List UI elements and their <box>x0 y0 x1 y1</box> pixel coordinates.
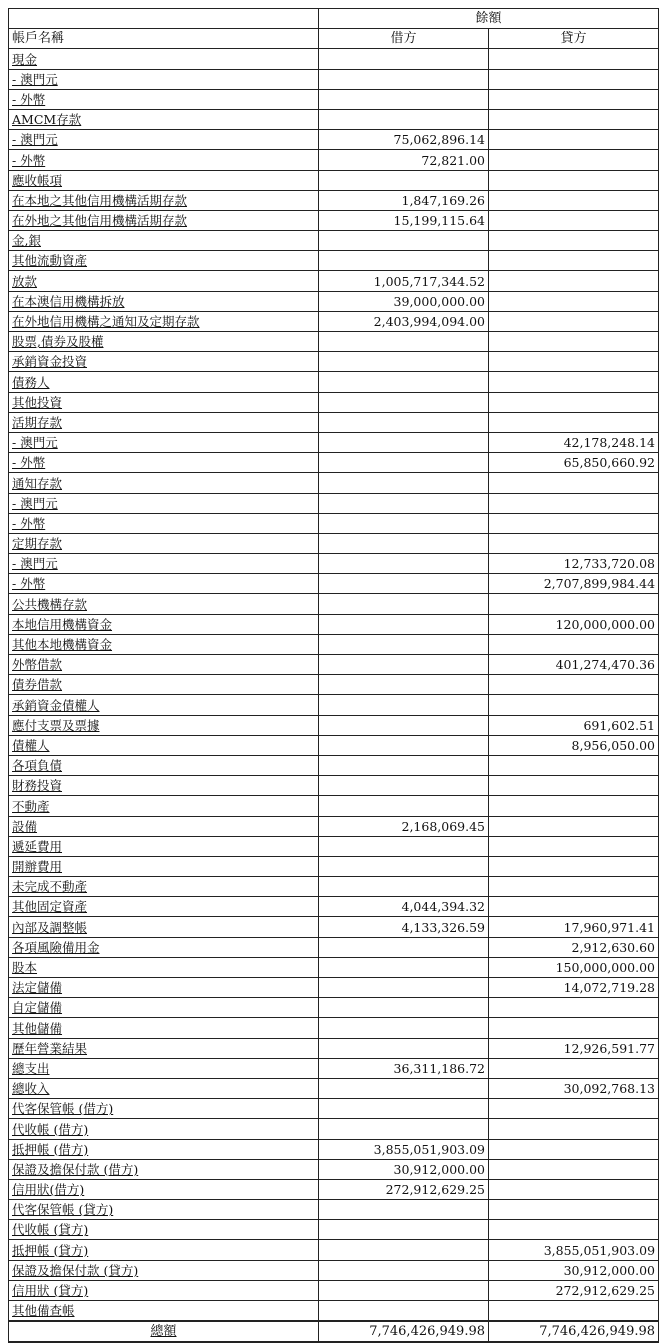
debit-cell <box>319 776 489 796</box>
header-account-name: 帳戶名稱 <box>9 29 319 49</box>
account-name-cell: 抵押帳 (借方) <box>9 1139 319 1159</box>
credit-cell <box>489 210 659 230</box>
credit-cell <box>489 291 659 311</box>
table-row <box>9 89 659 109</box>
account-name-cell: 外幣借款 <box>9 655 319 675</box>
debit-cell <box>319 1240 489 1260</box>
debit-cell: 30,912,000.00 <box>319 1159 489 1179</box>
account-name-cell: 債權人 <box>9 735 319 755</box>
debit-cell <box>319 1301 489 1322</box>
credit-cell <box>489 1301 659 1322</box>
debit-cell <box>319 372 489 392</box>
credit-cell <box>489 1200 659 1220</box>
debit-cell <box>319 1220 489 1240</box>
account-name-cell: 承銷資金債權人 <box>9 695 319 715</box>
debit-cell: 4,133,326.59 <box>319 917 489 937</box>
credit-cell <box>489 836 659 856</box>
account-name-cell: 信用狀(借方) <box>9 1179 319 1199</box>
table-row <box>9 170 659 190</box>
table-row <box>9 1179 659 1199</box>
debit-cell <box>319 614 489 634</box>
table-row <box>9 473 659 493</box>
debit-cell <box>319 473 489 493</box>
credit-cell <box>489 170 659 190</box>
account-name-cell: 總支出 <box>9 1058 319 1078</box>
table-row <box>9 614 659 634</box>
debit-cell <box>319 1078 489 1098</box>
debit-cell <box>319 109 489 129</box>
debit-cell <box>319 1200 489 1220</box>
credit-cell <box>489 594 659 614</box>
credit-cell: 30,912,000.00 <box>489 1260 659 1280</box>
credit-cell <box>489 816 659 836</box>
debit-cell <box>319 755 489 775</box>
account-name-cell: 法定儲備 <box>9 978 319 998</box>
debit-cell <box>319 655 489 675</box>
credit-cell <box>489 1179 659 1199</box>
debit-cell <box>319 856 489 876</box>
credit-cell <box>489 231 659 251</box>
table-row <box>9 1200 659 1220</box>
account-name-cell: 信用狀 (貸方) <box>9 1280 319 1300</box>
debit-cell <box>319 89 489 109</box>
account-name-cell: 代客保管帳 (借方) <box>9 1099 319 1119</box>
table-row <box>9 1058 659 1078</box>
account-name-cell: - 外幣 <box>9 453 319 473</box>
debit-cell <box>319 1260 489 1280</box>
credit-cell <box>489 897 659 917</box>
credit-cell <box>489 493 659 513</box>
table-row <box>9 332 659 352</box>
table-row <box>9 372 659 392</box>
credit-cell: 12,733,720.08 <box>489 554 659 574</box>
account-name-cell: AMCM存款 <box>9 109 319 129</box>
credit-cell: 30,092,768.13 <box>489 1078 659 1098</box>
credit-cell <box>489 675 659 695</box>
credit-cell <box>489 332 659 352</box>
table-row <box>9 513 659 533</box>
account-name-cell: 代收帳 (借方) <box>9 1119 319 1139</box>
credit-cell <box>489 412 659 432</box>
table-row <box>9 957 659 977</box>
account-name-cell: 定期存款 <box>9 533 319 553</box>
credit-cell: 120,000,000.00 <box>489 614 659 634</box>
table-row <box>9 311 659 331</box>
table-row <box>9 231 659 251</box>
table-row <box>9 69 659 89</box>
table-row <box>9 1280 659 1300</box>
table-row <box>9 432 659 452</box>
credit-cell: 401,274,470.36 <box>489 655 659 675</box>
table-row <box>9 634 659 654</box>
credit-cell <box>489 1018 659 1038</box>
table-row <box>9 675 659 695</box>
account-name-cell: 公共機構存款 <box>9 594 319 614</box>
table-row <box>9 594 659 614</box>
debit-cell <box>319 574 489 594</box>
debit-cell <box>319 493 489 513</box>
debit-cell <box>319 1018 489 1038</box>
credit-cell: 272,912,629.25 <box>489 1280 659 1300</box>
account-name-cell: 應付支票及票據 <box>9 715 319 735</box>
account-name-cell: 未完成不動產 <box>9 877 319 897</box>
credit-cell <box>489 998 659 1018</box>
credit-cell <box>489 533 659 553</box>
debit-cell <box>319 836 489 856</box>
table-row <box>9 937 659 957</box>
debit-cell <box>319 675 489 695</box>
credit-cell: 17,960,971.41 <box>489 917 659 937</box>
table-row <box>9 978 659 998</box>
table-row <box>9 574 659 594</box>
table-row <box>9 816 659 836</box>
credit-cell <box>489 877 659 897</box>
debit-cell <box>319 231 489 251</box>
table-row <box>9 998 659 1018</box>
debit-cell: 1,005,717,344.52 <box>319 271 489 291</box>
table-row <box>9 190 659 210</box>
debit-cell <box>319 1099 489 1119</box>
credit-cell <box>489 190 659 210</box>
credit-cell: 12,926,591.77 <box>489 1038 659 1058</box>
table-row <box>9 1260 659 1280</box>
table-row <box>9 554 659 574</box>
debit-cell <box>319 432 489 452</box>
account-name-cell: 歷年營業結果 <box>9 1038 319 1058</box>
table-row <box>9 109 659 129</box>
account-name-cell: 財務投資 <box>9 776 319 796</box>
debit-cell <box>319 412 489 432</box>
credit-cell: 150,000,000.00 <box>489 957 659 977</box>
table-row <box>9 856 659 876</box>
debit-cell: 36,311,186.72 <box>319 1058 489 1078</box>
credit-cell <box>489 109 659 129</box>
debit-cell: 2,403,994,094.00 <box>319 311 489 331</box>
debit-cell <box>319 877 489 897</box>
table-row <box>9 796 659 816</box>
debit-cell <box>319 392 489 412</box>
debit-cell <box>319 695 489 715</box>
account-name-cell: - 外幣 <box>9 574 319 594</box>
account-name-cell: 現金 <box>9 49 319 69</box>
credit-cell <box>489 150 659 170</box>
debit-cell <box>319 1119 489 1139</box>
credit-cell: 2,912,630.60 <box>489 937 659 957</box>
table-row <box>9 755 659 775</box>
debit-cell <box>319 634 489 654</box>
header-row-balance <box>9 9 659 29</box>
account-name-cell: 其他投資 <box>9 392 319 412</box>
table-row <box>9 1220 659 1240</box>
account-name-cell: 保證及擔保付款 (借方) <box>9 1159 319 1179</box>
debit-cell: 272,912,629.25 <box>319 1179 489 1199</box>
debit-cell: 4,044,394.32 <box>319 897 489 917</box>
account-name-cell: 股本 <box>9 957 319 977</box>
total-credit: 7,746,426,949.98 <box>489 1321 659 1342</box>
credit-cell <box>489 1220 659 1240</box>
account-name-cell: - 澳門元 <box>9 69 319 89</box>
account-name-cell: 在外地信用機構之通知及定期存款 <box>9 311 319 331</box>
account-name-cell: 通知存款 <box>9 473 319 493</box>
debit-cell: 15,199,115.64 <box>319 210 489 230</box>
debit-cell <box>319 533 489 553</box>
trial-balance-sheet <box>8 8 658 1343</box>
credit-cell <box>489 392 659 412</box>
credit-cell <box>489 372 659 392</box>
table-row <box>9 1159 659 1179</box>
table-row <box>9 695 659 715</box>
table-row <box>9 271 659 291</box>
account-name-cell: 其他固定資產 <box>9 897 319 917</box>
account-name-cell: 代收帳 (貸方) <box>9 1220 319 1240</box>
table-row <box>9 1018 659 1038</box>
header-blank-cell <box>9 9 319 29</box>
table-row <box>9 836 659 856</box>
account-name-cell: 其他本地機構資金 <box>9 634 319 654</box>
account-name-cell: 不動產 <box>9 796 319 816</box>
credit-cell <box>489 311 659 331</box>
account-name-cell: 本地信用機構資金 <box>9 614 319 634</box>
debit-cell <box>319 715 489 735</box>
account-name-cell: 開辦費用 <box>9 856 319 876</box>
table-row <box>9 453 659 473</box>
table-row <box>9 735 659 755</box>
total-label: 總額 <box>9 1321 319 1342</box>
credit-cell: 14,072,719.28 <box>489 978 659 998</box>
credit-cell <box>489 1058 659 1078</box>
table-row <box>9 1119 659 1139</box>
account-name-cell: 內部及調整帳 <box>9 917 319 937</box>
account-rows <box>9 49 659 1321</box>
debit-cell <box>319 554 489 574</box>
table-row <box>9 1139 659 1159</box>
debit-cell <box>319 1038 489 1058</box>
header-debit: 借方 <box>319 29 489 49</box>
account-name-cell: 抵押帳 (貸方) <box>9 1240 319 1260</box>
table-row <box>9 776 659 796</box>
table-row <box>9 1301 659 1322</box>
account-name-cell: - 澳門元 <box>9 554 319 574</box>
table-row <box>9 1038 659 1058</box>
credit-cell <box>489 776 659 796</box>
table-row <box>9 1099 659 1119</box>
credit-cell <box>489 1099 659 1119</box>
credit-cell <box>489 89 659 109</box>
debit-cell <box>319 735 489 755</box>
credit-cell: 691,602.51 <box>489 715 659 735</box>
credit-cell: 3,855,051,903.09 <box>489 1240 659 1260</box>
table-row <box>9 150 659 170</box>
header-credit: 貸方 <box>489 29 659 49</box>
debit-cell: 3,855,051,903.09 <box>319 1139 489 1159</box>
account-name-cell: - 外幣 <box>9 513 319 533</box>
debit-cell: 2,168,069.45 <box>319 816 489 836</box>
account-name-cell: - 澳門元 <box>9 493 319 513</box>
account-name-cell: 債券借款 <box>9 675 319 695</box>
account-name-cell: 債務人 <box>9 372 319 392</box>
credit-cell <box>489 473 659 493</box>
debit-cell <box>319 49 489 69</box>
credit-cell: 8,956,050.00 <box>489 735 659 755</box>
credit-cell <box>489 513 659 533</box>
credit-cell <box>489 130 659 150</box>
table-row <box>9 352 659 372</box>
table-row <box>9 291 659 311</box>
debit-cell: 39,000,000.00 <box>319 291 489 311</box>
account-name-cell: 各項負債 <box>9 755 319 775</box>
credit-cell <box>489 856 659 876</box>
credit-cell <box>489 1139 659 1159</box>
table-row <box>9 877 659 897</box>
account-name-cell: 設備 <box>9 816 319 836</box>
account-name-cell: 其他儲備 <box>9 1018 319 1038</box>
account-name-cell: 在本澳信用機構拆放 <box>9 291 319 311</box>
debit-cell <box>319 69 489 89</box>
table-row <box>9 1078 659 1098</box>
table-row <box>9 392 659 412</box>
credit-cell <box>489 251 659 271</box>
header-row-columns <box>9 29 659 49</box>
credit-cell: 42,178,248.14 <box>489 432 659 452</box>
account-name-cell: 總收入 <box>9 1078 319 1098</box>
table-row <box>9 655 659 675</box>
debit-cell: 72,821.00 <box>319 150 489 170</box>
table-row <box>9 715 659 735</box>
account-name-cell: 自定儲備 <box>9 998 319 1018</box>
account-name-cell: 代客保管帳 (貸方) <box>9 1200 319 1220</box>
account-name-cell: 金,銀 <box>9 231 319 251</box>
credit-cell <box>489 1159 659 1179</box>
debit-cell <box>319 796 489 816</box>
debit-cell <box>319 998 489 1018</box>
credit-cell: 2,707,899,984.44 <box>489 574 659 594</box>
account-name-cell: - 外幣 <box>9 150 319 170</box>
credit-cell <box>489 271 659 291</box>
table-row <box>9 49 659 69</box>
total-row <box>9 1321 659 1342</box>
debit-cell <box>319 332 489 352</box>
credit-cell <box>489 755 659 775</box>
header-balance: 餘額 <box>319 9 659 29</box>
account-name-cell: - 外幣 <box>9 89 319 109</box>
debit-cell <box>319 170 489 190</box>
credit-cell <box>489 695 659 715</box>
account-name-cell: 活期存款 <box>9 412 319 432</box>
table-row <box>9 412 659 432</box>
account-name-cell: 在本地之其他信用機構活期存款 <box>9 190 319 210</box>
table-row <box>9 533 659 553</box>
table-row <box>9 130 659 150</box>
account-name-cell: 股票,債券及股權 <box>9 332 319 352</box>
balance-table <box>8 8 659 1343</box>
account-name-cell: 各項風險備用金 <box>9 937 319 957</box>
debit-cell <box>319 251 489 271</box>
debit-cell <box>319 594 489 614</box>
debit-cell <box>319 1280 489 1300</box>
credit-cell <box>489 49 659 69</box>
account-name-cell: 保證及擔保付款 (貸方) <box>9 1260 319 1280</box>
account-name-cell: 其他備查帳 <box>9 1301 319 1322</box>
account-name-cell: 在外地之其他信用機構活期存款 <box>9 210 319 230</box>
account-name-cell: 遞延費用 <box>9 836 319 856</box>
debit-cell <box>319 937 489 957</box>
table-row <box>9 917 659 937</box>
table-row <box>9 251 659 271</box>
debit-cell <box>319 978 489 998</box>
debit-cell: 1,847,169.26 <box>319 190 489 210</box>
debit-cell <box>319 957 489 977</box>
debit-cell <box>319 453 489 473</box>
credit-cell <box>489 634 659 654</box>
table-row <box>9 1240 659 1260</box>
account-name-cell: 放款 <box>9 271 319 291</box>
credit-cell: 65,850,660.92 <box>489 453 659 473</box>
account-name-cell: 應收帳項 <box>9 170 319 190</box>
account-name-cell: 其他流動資產 <box>9 251 319 271</box>
table-row <box>9 210 659 230</box>
credit-cell <box>489 352 659 372</box>
credit-cell <box>489 1119 659 1139</box>
table-row <box>9 897 659 917</box>
table-row <box>9 493 659 513</box>
debit-cell <box>319 513 489 533</box>
debit-cell <box>319 352 489 372</box>
account-name-cell: - 澳門元 <box>9 432 319 452</box>
credit-cell <box>489 796 659 816</box>
credit-cell <box>489 69 659 89</box>
account-name-cell: - 澳門元 <box>9 130 319 150</box>
total-debit: 7,746,426,949.98 <box>319 1321 489 1342</box>
debit-cell: 75,062,896.14 <box>319 130 489 150</box>
account-name-cell: 承銷資金投資 <box>9 352 319 372</box>
